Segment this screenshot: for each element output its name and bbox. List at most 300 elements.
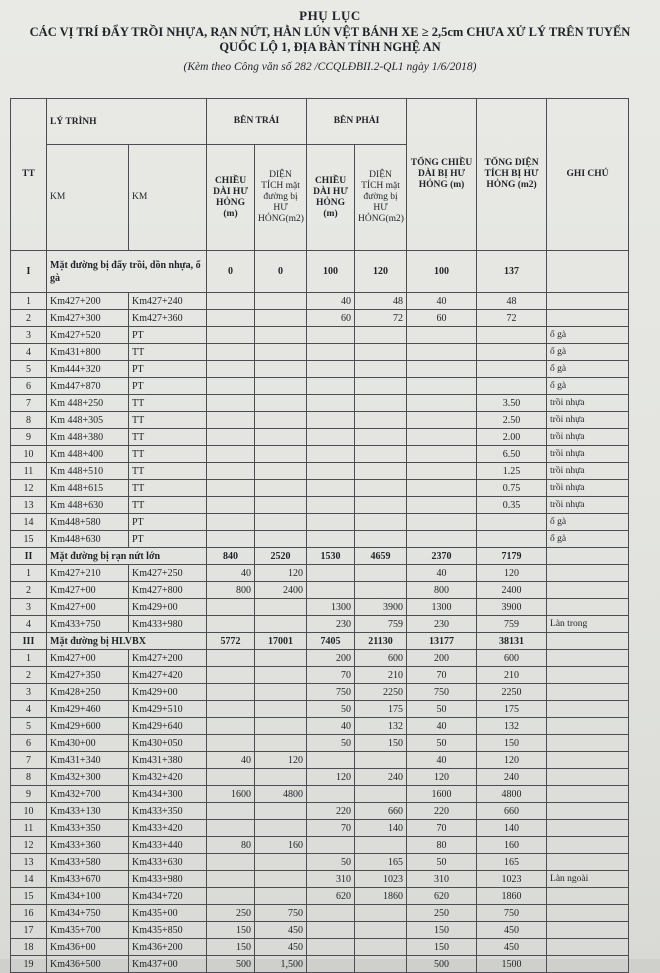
row-right-area	[355, 565, 407, 582]
row-right-length	[307, 582, 355, 599]
row-number: 1	[11, 650, 47, 667]
row-km-to: PT	[129, 361, 207, 378]
row-number: 12	[11, 480, 47, 497]
row-left-length	[207, 803, 255, 820]
table-row	[11, 565, 629, 582]
row-left-length: 80	[207, 837, 255, 854]
row-total-area: 120	[477, 752, 547, 769]
col-left-area: DIỆN TÍCH mặt đường bị HƯ HỎNG(m2)	[255, 145, 307, 251]
section-row	[11, 548, 629, 565]
table-row	[11, 956, 629, 973]
section-right-area: 21130	[355, 633, 407, 650]
appendix-title: PHỤ LỤC	[299, 8, 361, 23]
row-left-area: 450	[255, 939, 307, 956]
row-km-to: Km432+420	[129, 769, 207, 786]
table-row	[11, 939, 629, 956]
row-total-area	[477, 327, 547, 344]
table-row	[11, 446, 629, 463]
row-note	[547, 769, 629, 786]
section-number: II	[11, 548, 47, 565]
row-total-area: 6.50	[477, 446, 547, 463]
row-total-area: 660	[477, 803, 547, 820]
section-name: Mặt đường bị đẩy trồi, dồn nhựa, ổ gà	[47, 251, 207, 293]
col-ben-trai: BÊN TRÁI	[207, 99, 307, 145]
row-right-length	[307, 446, 355, 463]
row-total-area: 1023	[477, 871, 547, 888]
row-note: ổ gà	[547, 531, 629, 548]
row-left-area: 450	[255, 922, 307, 939]
row-left-area	[255, 361, 307, 378]
row-left-area	[255, 344, 307, 361]
row-km-to: Km436+200	[129, 939, 207, 956]
col-km-to: KM	[129, 145, 207, 251]
row-number: 4	[11, 701, 47, 718]
row-total-area: 2250	[477, 684, 547, 701]
row-left-area	[255, 718, 307, 735]
row-total-area: 600	[477, 650, 547, 667]
row-right-area	[355, 939, 407, 956]
row-left-length	[207, 463, 255, 480]
row-note	[547, 718, 629, 735]
row-right-length: 50	[307, 701, 355, 718]
row-right-length	[307, 752, 355, 769]
table-row	[11, 701, 629, 718]
row-left-length: 1600	[207, 786, 255, 803]
table-row	[11, 616, 629, 633]
row-left-length	[207, 667, 255, 684]
row-number: 2	[11, 667, 47, 684]
row-left-area	[255, 412, 307, 429]
row-note	[547, 752, 629, 769]
col-right-length: CHIỀU DÀI HƯ HỎNG (m)	[307, 145, 355, 251]
col-tt: TT	[11, 99, 47, 251]
row-left-length	[207, 531, 255, 548]
table-row	[11, 429, 629, 446]
table-row	[11, 769, 629, 786]
row-total-area: 175	[477, 701, 547, 718]
row-total-area: 3.50	[477, 395, 547, 412]
row-left-length	[207, 395, 255, 412]
row-number: 9	[11, 786, 47, 803]
row-right-area	[355, 429, 407, 446]
row-note	[547, 650, 629, 667]
row-total-length: 150	[407, 922, 477, 939]
section-right-length: 7405	[307, 633, 355, 650]
row-right-length	[307, 786, 355, 803]
row-note	[547, 803, 629, 820]
row-total-area: 48	[477, 293, 547, 310]
row-km-from: Km433+580	[47, 854, 129, 871]
row-total-length: 620	[407, 888, 477, 905]
row-km-from: Km427+300	[47, 310, 129, 327]
row-total-area: 150	[477, 735, 547, 752]
section-left-length: 840	[207, 548, 255, 565]
row-km-from: Km428+250	[47, 684, 129, 701]
table-row	[11, 752, 629, 769]
row-right-length	[307, 361, 355, 378]
row-km-from: Km433+750	[47, 616, 129, 633]
row-km-from: Km432+700	[47, 786, 129, 803]
row-right-area	[355, 752, 407, 769]
row-right-length	[307, 531, 355, 548]
row-km-from: Km 448+615	[47, 480, 129, 497]
row-total-length	[407, 412, 477, 429]
row-note	[547, 922, 629, 939]
row-right-area	[355, 582, 407, 599]
row-number: 11	[11, 820, 47, 837]
row-right-area: 140	[355, 820, 407, 837]
row-left-area: 120	[255, 752, 307, 769]
damage-table	[10, 98, 629, 973]
row-note: ổ gà	[547, 514, 629, 531]
table-row	[11, 310, 629, 327]
row-number: 3	[11, 599, 47, 616]
row-left-length	[207, 701, 255, 718]
row-left-length	[207, 497, 255, 514]
row-right-area: 660	[355, 803, 407, 820]
row-left-length: 40	[207, 752, 255, 769]
table-row	[11, 531, 629, 548]
row-total-area: 72	[477, 310, 547, 327]
row-left-length: 500	[207, 956, 255, 973]
row-left-area	[255, 667, 307, 684]
row-left-length	[207, 429, 255, 446]
table-row	[11, 735, 629, 752]
row-number: 10	[11, 803, 47, 820]
row-number: 16	[11, 905, 47, 922]
row-number: 2	[11, 310, 47, 327]
row-number: 2	[11, 582, 47, 599]
row-km-to: PT	[129, 531, 207, 548]
row-note: trồi nhựa	[547, 395, 629, 412]
row-km-to: TT	[129, 446, 207, 463]
row-right-length	[307, 939, 355, 956]
row-km-to: Km433+980	[129, 871, 207, 888]
row-total-length	[407, 514, 477, 531]
row-total-area: 2.00	[477, 429, 547, 446]
row-total-length: 200	[407, 650, 477, 667]
row-km-to: PT	[129, 514, 207, 531]
row-number: 1	[11, 293, 47, 310]
row-number: 5	[11, 718, 47, 735]
row-note: ổ gà	[547, 378, 629, 395]
col-tong-dien-tich: TỔNG DIỆN TÍCH BỊ HƯ HỎNG (m2)	[477, 99, 547, 251]
row-number: 10	[11, 446, 47, 463]
row-total-length: 750	[407, 684, 477, 701]
row-right-length: 200	[307, 650, 355, 667]
row-total-length: 60	[407, 310, 477, 327]
row-km-to: PT	[129, 327, 207, 344]
section-right-length: 100	[307, 251, 355, 293]
row-right-area: 240	[355, 769, 407, 786]
row-right-area	[355, 344, 407, 361]
row-km-to: Km429+510	[129, 701, 207, 718]
row-total-area	[477, 361, 547, 378]
row-km-from: Km427+520	[47, 327, 129, 344]
row-km-to: Km433+440	[129, 837, 207, 854]
row-note	[547, 939, 629, 956]
section-name: Mặt đường bị HLVBX	[47, 633, 207, 650]
row-left-length	[207, 650, 255, 667]
row-right-length	[307, 956, 355, 973]
row-left-length	[207, 769, 255, 786]
row-km-to: Km435+850	[129, 922, 207, 939]
row-km-to: Km429+00	[129, 684, 207, 701]
section-left-length: 0	[207, 251, 255, 293]
row-total-length: 250	[407, 905, 477, 922]
row-left-area	[255, 803, 307, 820]
row-note: ổ gà	[547, 344, 629, 361]
row-km-to: PT	[129, 378, 207, 395]
row-right-area	[355, 837, 407, 854]
row-total-length	[407, 531, 477, 548]
row-km-from: Km434+750	[47, 905, 129, 922]
row-note: trồi nhựa	[547, 463, 629, 480]
table-row	[11, 344, 629, 361]
row-right-area: 1860	[355, 888, 407, 905]
row-note	[547, 684, 629, 701]
row-km-from: Km430+00	[47, 735, 129, 752]
row-left-area	[255, 497, 307, 514]
table-row	[11, 327, 629, 344]
row-total-length: 1600	[407, 786, 477, 803]
row-left-length	[207, 854, 255, 871]
row-km-to: Km429+00	[129, 599, 207, 616]
row-km-to: Km427+800	[129, 582, 207, 599]
row-number: 5	[11, 361, 47, 378]
section-left-area: 0	[255, 251, 307, 293]
row-left-area	[255, 480, 307, 497]
row-km-to: TT	[129, 412, 207, 429]
row-left-length	[207, 361, 255, 378]
row-note: trồi nhựa	[547, 480, 629, 497]
row-km-from: Km433+130	[47, 803, 129, 820]
row-right-length	[307, 395, 355, 412]
row-left-area	[255, 378, 307, 395]
row-km-to: Km427+240	[129, 293, 207, 310]
col-tong-chieu-dai: TỔNG CHIỀU DÀI BỊ HƯ HỎNG (m)	[407, 99, 477, 251]
row-left-area: 750	[255, 905, 307, 922]
table-row	[11, 514, 629, 531]
row-left-area	[255, 531, 307, 548]
row-note: trồi nhựa	[547, 446, 629, 463]
table-row	[11, 497, 629, 514]
row-note	[547, 837, 629, 854]
row-left-length	[207, 514, 255, 531]
row-km-to: Km427+360	[129, 310, 207, 327]
row-total-length: 50	[407, 854, 477, 871]
row-note	[547, 565, 629, 582]
row-km-from: Km448+630	[47, 531, 129, 548]
table-row	[11, 599, 629, 616]
table-row	[11, 361, 629, 378]
row-note: ổ gà	[547, 361, 629, 378]
section-total-length: 100	[407, 251, 477, 293]
table-row	[11, 854, 629, 871]
section-right-area: 120	[355, 251, 407, 293]
row-total-area: 132	[477, 718, 547, 735]
row-right-area: 759	[355, 616, 407, 633]
table-row	[11, 480, 629, 497]
row-km-from: Km 448+305	[47, 412, 129, 429]
section-total-area: 7179	[477, 548, 547, 565]
row-note	[547, 888, 629, 905]
row-right-length	[307, 463, 355, 480]
row-total-length: 220	[407, 803, 477, 820]
row-left-area	[255, 310, 307, 327]
row-right-area	[355, 463, 407, 480]
table-row	[11, 293, 629, 310]
row-left-area	[255, 854, 307, 871]
section-left-length: 5772	[207, 633, 255, 650]
row-left-length: 40	[207, 565, 255, 582]
row-note: ổ gà	[547, 327, 629, 344]
row-number: 18	[11, 939, 47, 956]
row-total-length	[407, 361, 477, 378]
row-right-area	[355, 395, 407, 412]
row-total-length	[407, 344, 477, 361]
row-total-length: 310	[407, 871, 477, 888]
row-right-length: 120	[307, 769, 355, 786]
table-row	[11, 412, 629, 429]
section-total-length: 2370	[407, 548, 477, 565]
row-total-area	[477, 344, 547, 361]
row-km-from: Km432+300	[47, 769, 129, 786]
row-total-length: 50	[407, 701, 477, 718]
table-row	[11, 667, 629, 684]
row-number: 9	[11, 429, 47, 446]
row-right-length: 70	[307, 820, 355, 837]
col-km-from: KM	[47, 145, 129, 251]
row-km-to: Km433+420	[129, 820, 207, 837]
row-left-area	[255, 463, 307, 480]
row-km-from: Km429+460	[47, 701, 129, 718]
row-note	[547, 956, 629, 973]
row-km-to: TT	[129, 395, 207, 412]
section-name: Mặt đường bị rạn nứt lớn	[47, 548, 207, 565]
row-left-area: 4800	[255, 786, 307, 803]
row-total-area: 1.25	[477, 463, 547, 480]
row-km-to: Km437+00	[129, 956, 207, 973]
row-total-area: 0.35	[477, 497, 547, 514]
row-left-area: 120	[255, 565, 307, 582]
row-km-from: Km 448+510	[47, 463, 129, 480]
row-total-length: 80	[407, 837, 477, 854]
row-left-length	[207, 327, 255, 344]
row-km-from: Km431+800	[47, 344, 129, 361]
row-number: 14	[11, 871, 47, 888]
row-right-area: 3900	[355, 599, 407, 616]
row-left-length: 250	[207, 905, 255, 922]
row-left-area	[255, 650, 307, 667]
row-km-to: Km435+00	[129, 905, 207, 922]
row-left-area	[255, 327, 307, 344]
row-total-length: 800	[407, 582, 477, 599]
table-row	[11, 786, 629, 803]
row-left-area	[255, 684, 307, 701]
row-km-from: Km 448+250	[47, 395, 129, 412]
row-number: 4	[11, 616, 47, 633]
document-header	[0, 8, 660, 73]
row-left-area	[255, 395, 307, 412]
row-km-to: Km433+630	[129, 854, 207, 871]
row-left-area	[255, 820, 307, 837]
row-number: 11	[11, 463, 47, 480]
row-total-length: 50	[407, 735, 477, 752]
row-total-length	[407, 463, 477, 480]
row-km-to: TT	[129, 497, 207, 514]
row-total-area: 750	[477, 905, 547, 922]
row-total-length	[407, 327, 477, 344]
row-total-area	[477, 514, 547, 531]
row-right-length	[307, 514, 355, 531]
row-number: 8	[11, 769, 47, 786]
table-row	[11, 650, 629, 667]
row-number: 7	[11, 395, 47, 412]
row-total-length: 150	[407, 939, 477, 956]
row-number: 8	[11, 412, 47, 429]
row-total-length: 120	[407, 769, 477, 786]
row-total-length: 500	[407, 956, 477, 973]
table-row	[11, 582, 629, 599]
row-right-length	[307, 905, 355, 922]
row-right-length: 50	[307, 854, 355, 871]
row-total-area: 240	[477, 769, 547, 786]
table-row	[11, 378, 629, 395]
row-total-area: 2.50	[477, 412, 547, 429]
row-right-length: 1300	[307, 599, 355, 616]
row-total-area: 1860	[477, 888, 547, 905]
row-number: 15	[11, 531, 47, 548]
row-left-area	[255, 599, 307, 616]
row-right-area	[355, 922, 407, 939]
row-left-length	[207, 412, 255, 429]
row-right-area	[355, 956, 407, 973]
row-km-to: Km431+380	[129, 752, 207, 769]
row-note	[547, 735, 629, 752]
row-right-length	[307, 480, 355, 497]
row-right-length	[307, 378, 355, 395]
row-left-length: 800	[207, 582, 255, 599]
row-left-area	[255, 616, 307, 633]
row-right-length: 40	[307, 718, 355, 735]
row-total-length: 70	[407, 667, 477, 684]
row-left-length: 150	[207, 939, 255, 956]
row-note	[547, 854, 629, 871]
section-total-length: 13177	[407, 633, 477, 650]
row-right-length	[307, 565, 355, 582]
row-total-length: 230	[407, 616, 477, 633]
row-km-to: Km433+980	[129, 616, 207, 633]
row-right-length: 230	[307, 616, 355, 633]
row-right-length: 40	[307, 293, 355, 310]
row-note: trồi nhựa	[547, 497, 629, 514]
row-number: 6	[11, 378, 47, 395]
row-km-from: Km448+580	[47, 514, 129, 531]
row-number: 17	[11, 922, 47, 939]
row-km-from: Km444+320	[47, 361, 129, 378]
row-number: 12	[11, 837, 47, 854]
col-left-length: CHIỀU DÀI HƯ HỎNG (m)	[207, 145, 255, 251]
row-km-from: Km 448+630	[47, 497, 129, 514]
col-ghi-chu: GHI CHÚ	[547, 99, 629, 251]
table-row	[11, 922, 629, 939]
row-total-area: 759	[477, 616, 547, 633]
row-right-length	[307, 344, 355, 361]
row-km-to: Km427+200	[129, 650, 207, 667]
section-row	[11, 251, 629, 293]
row-left-area	[255, 514, 307, 531]
